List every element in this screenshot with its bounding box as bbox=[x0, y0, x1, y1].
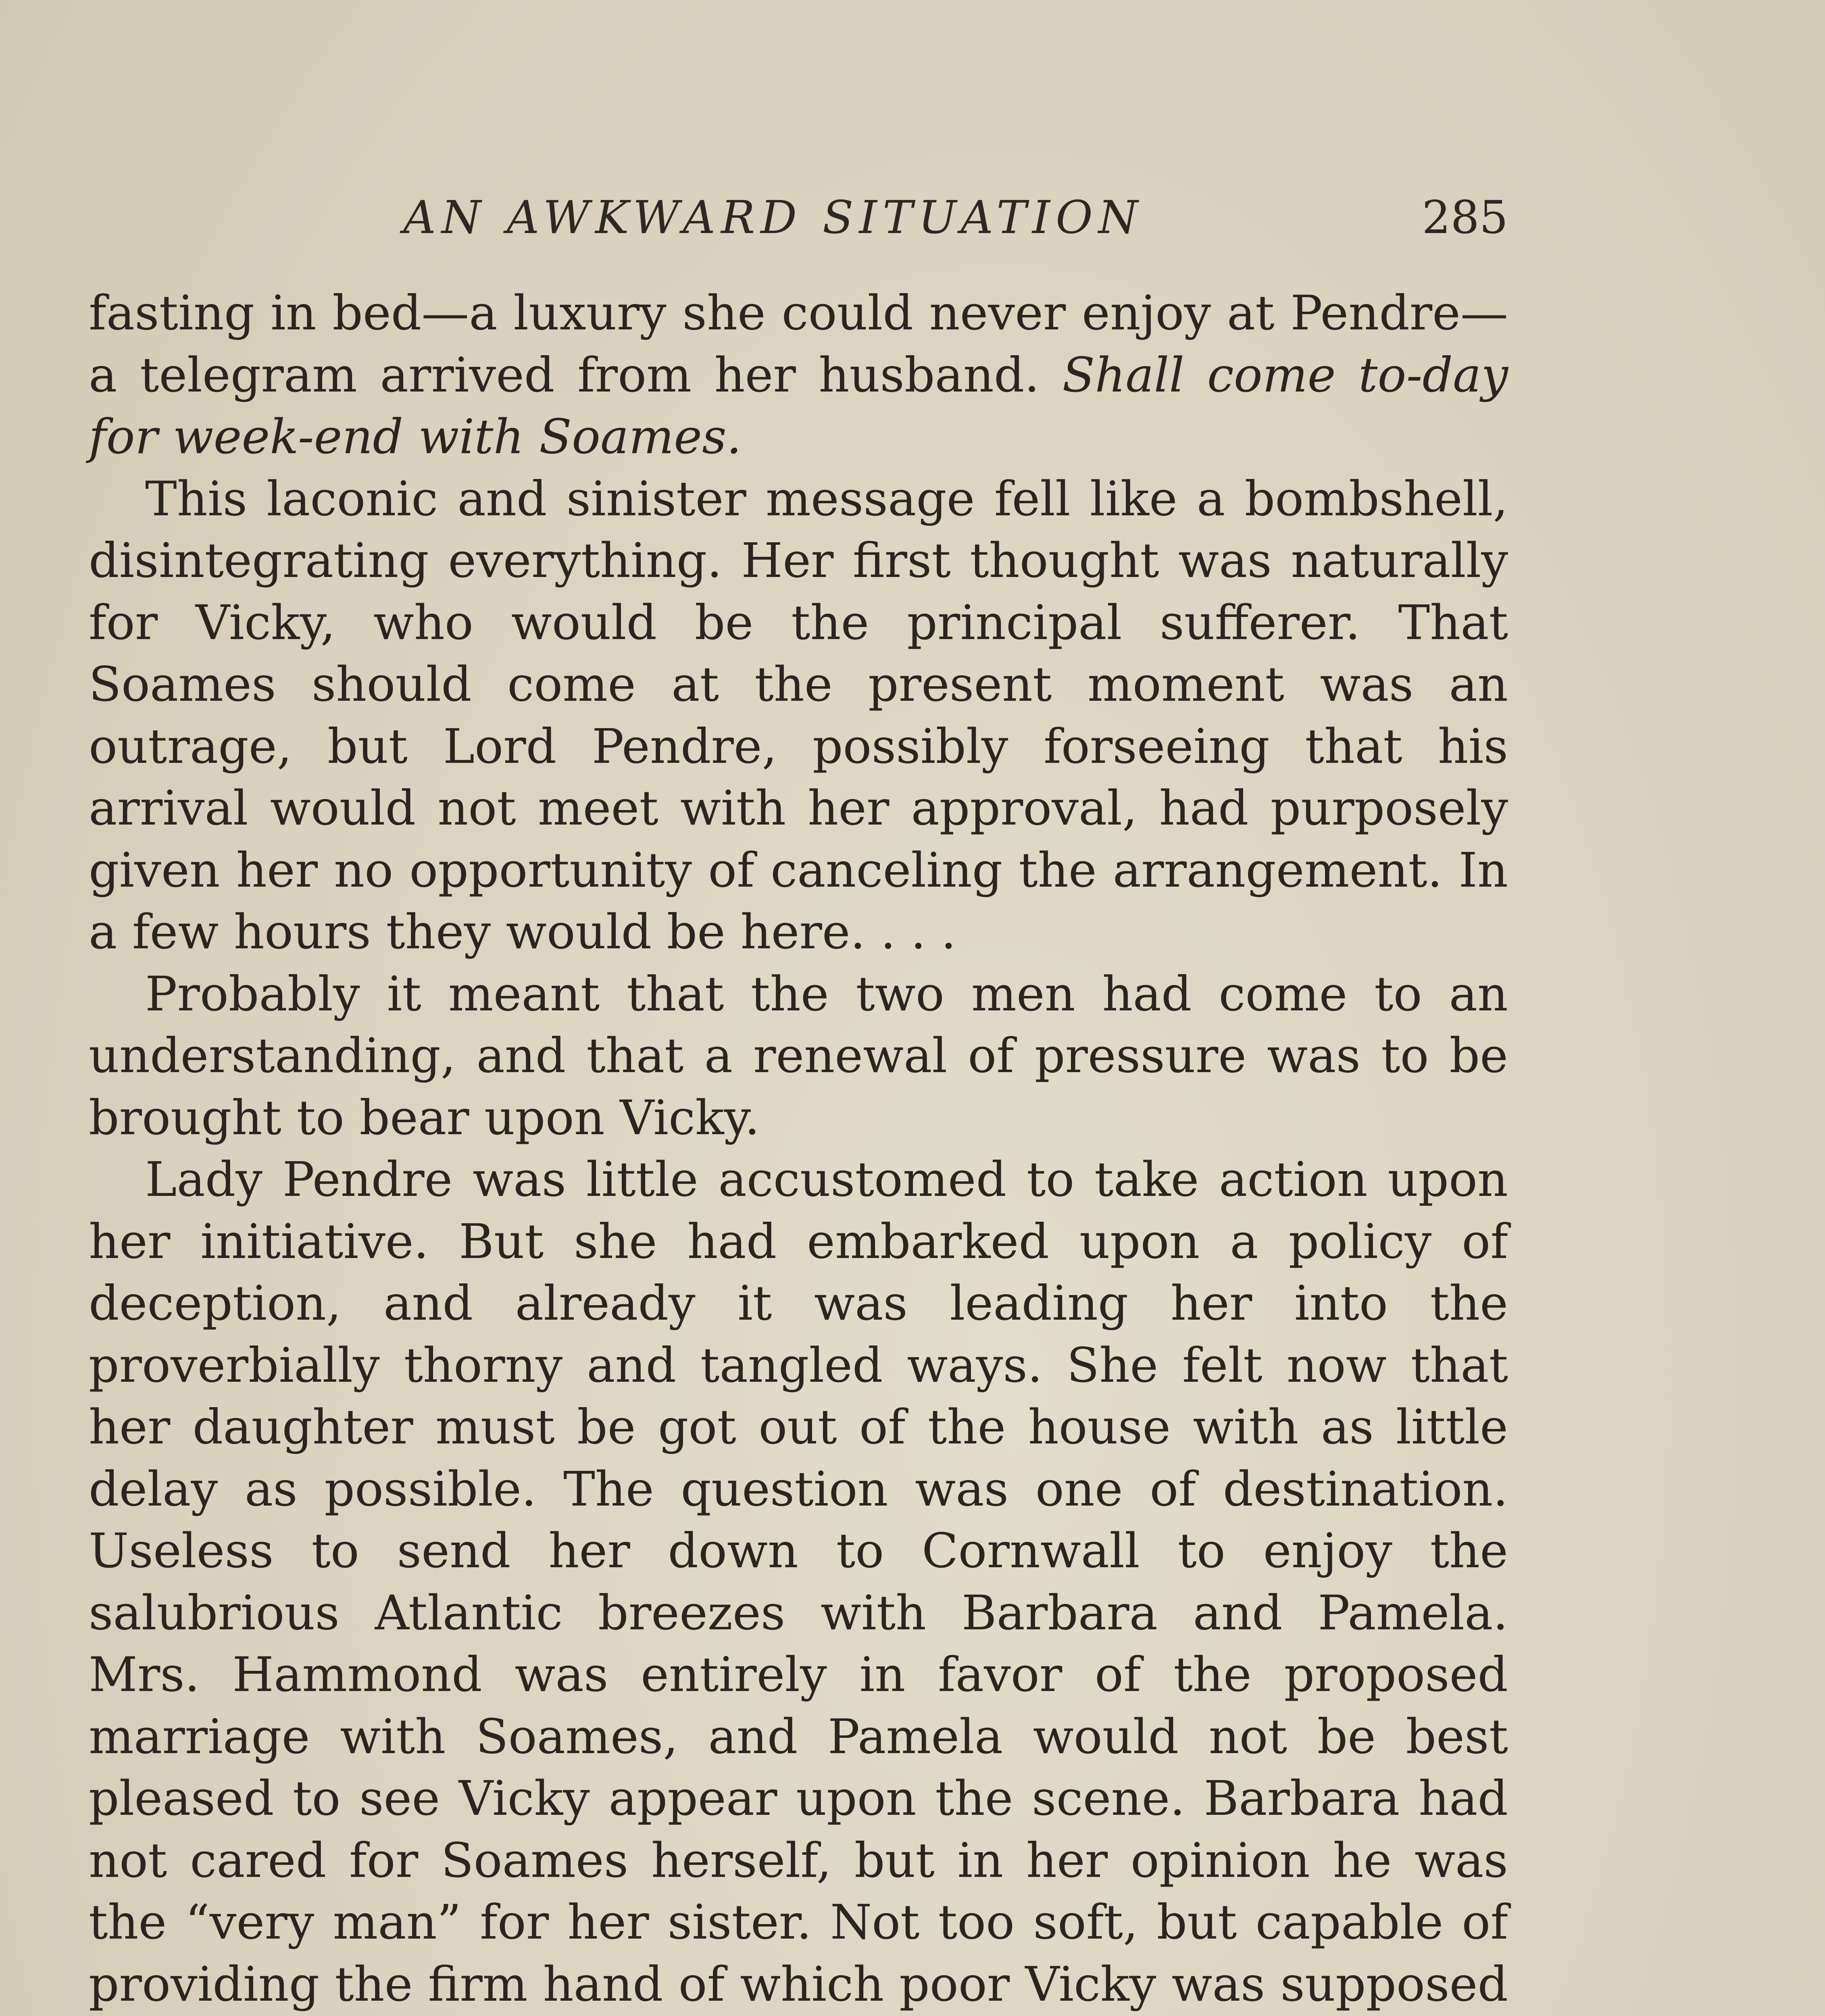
page-number: 285 bbox=[1422, 192, 1508, 244]
paragraph-4: Lady Pendre was little accustomed to take action upon her initiative. But she had embarked upon a policy of deception, and already it was leading her into the proverbially thorny and tangled ways. She felt now that her daughter must be got out of the house with as little delay as possible. The question was one of destination. Useless to send her down to Cornwall to enjoy the salubrious Atlantic breezes with Barbara and Pamela. Mrs. Hammond was entirely in favor of the proposed marriage with Soames, and Pamela would not be best pleased to see Vicky appear upon the scene. Barbara had not cared for Soames herself, but in her opinion he was the “very man” for her sister. Not too soft, but capable of providing the firm hand of which poor Vicky was supposed bbox=[89, 1152, 1508, 2012]
running-head bbox=[89, 177, 1508, 258]
paragraph-1 bbox=[89, 282, 1508, 468]
running-title: AN AWKWARD SITUATION bbox=[403, 192, 1144, 244]
paragraph-3: Probably it meant that the two men had come to an understanding, and that a renewal of pressure was to be brought to bear upon Vicky. bbox=[89, 966, 1508, 1145]
body-text bbox=[89, 282, 1508, 2016]
paragraph-1-text: fasting in bed—a luxury she could never enjoy at Pendre—a telegram arrived from her husband. bbox=[89, 285, 1508, 403]
telegram-message: Shall come to-day for week-end with Soames. bbox=[89, 347, 1508, 464]
paragraph-2: This laconic and sinister message fell like a bombshell, disintegrating everything. Her first thought was naturally for Vicky, who would be the principal sufferer. That Soames should come at the present moment was an outrage, but Lord Pendre, possibly forseeing that his arrival would not meet with her approval, had purposely given her no opportunity of canceling the arrangement. In a few hours they would be here. . . . bbox=[89, 471, 1508, 960]
